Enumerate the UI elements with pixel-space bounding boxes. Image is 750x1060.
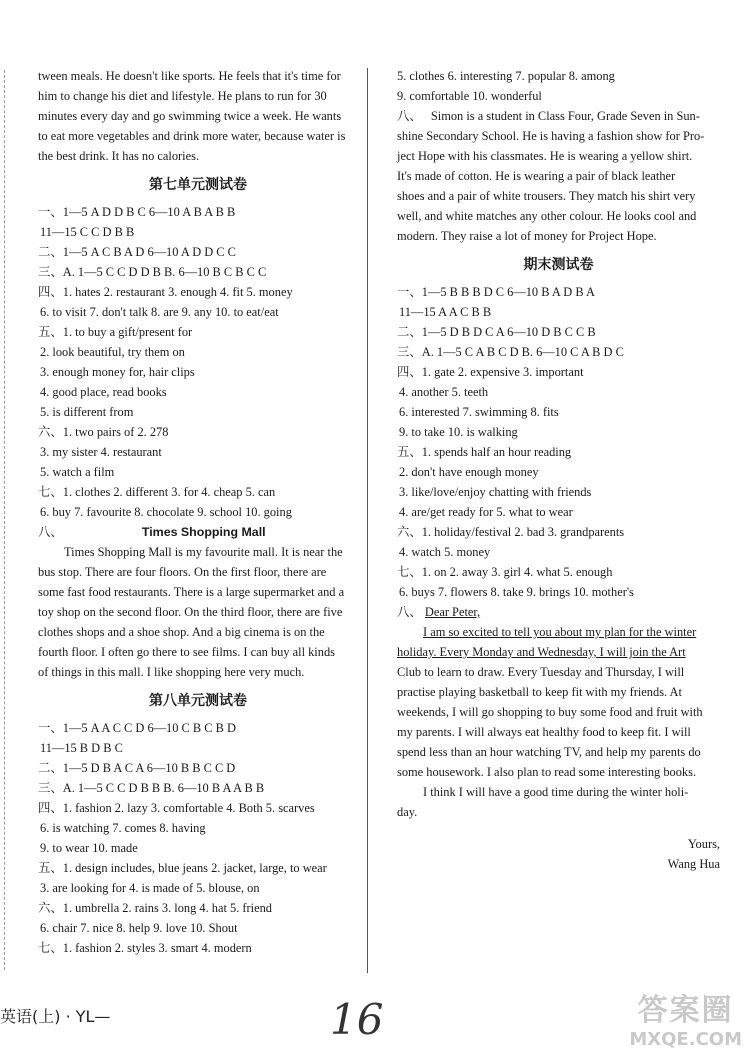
answer-line: 五、1. design includes, blue jeans 2. jacket, large, to wear (38, 861, 327, 875)
letter-line: weekends, I will go shopping to buy some food and fruit with (397, 705, 703, 719)
unit8-answers (38, 718, 358, 958)
answer-line: 6. buys 7. flowers 8. take 9. brings 10. mother's (399, 585, 634, 599)
answer-line: 一、1—5 A A C C D 6—10 C B C B D (38, 721, 236, 735)
answer-line: 4. good place, read books (40, 385, 167, 399)
answer-line: 5. watch a film (40, 465, 115, 479)
answer-line: 五、1. spends half an hour reading (397, 445, 572, 459)
answer-line: 三、A. 1—5 C C D B B B. 6—10 B A A B B (38, 781, 265, 795)
answer-line: 9. to take 10. is walking (399, 425, 518, 439)
letter-greeting-line (397, 602, 720, 622)
watermark-url: MXQE.COM (629, 1029, 742, 1050)
passage-line: modern. They raise a lot of money for Project Hope. (397, 229, 657, 243)
answer-line: 四、1. fashion 2. lazy 3. comfortable 4. Both 5. scarves (38, 801, 315, 815)
page-number: 16 (330, 995, 384, 1044)
unit7-title: 第七单元测试卷 (149, 177, 247, 193)
passage-line: ject Hope with his classmates. He is wearing a yellow shirt. (397, 149, 693, 163)
letter-line: I am so excited to tell you about my plan for the winter (423, 625, 697, 639)
answer-line: 六、1. two pairs of 2. 278 (38, 425, 169, 439)
answer-line: 2. don't have enough money (399, 465, 539, 479)
binding-edge-line (4, 70, 6, 970)
answer-line: 四、1. hates 2. restaurant 3. enough 4. fit 5. money (38, 285, 293, 299)
answer-line: 4. watch 5. money (399, 545, 491, 559)
answer-line: 6. buy 7. favourite 8. chocolate 9. school 10. going (40, 505, 292, 519)
answer-line: 五、1. to buy a gift/present for (38, 325, 193, 339)
intro-paragraph (38, 66, 358, 166)
final-exam-title: 期末测试卷 (523, 257, 594, 273)
essay-label: 八、 (38, 525, 63, 539)
unit7-answers (38, 202, 358, 522)
book-footer-label: 英语(上) · YL— (0, 1007, 111, 1026)
letter-line: some housework. I also plan to read some interesting books. (397, 765, 697, 779)
answer-line: 三、A. 1—5 C A B C D B. 6—10 C A B D C (397, 345, 624, 359)
answer-line: 11—15 A A C B B (399, 305, 492, 319)
essay-line: clothes shops and a shoe shop. And a big cinema is on the (38, 625, 325, 639)
letter-line: my parents. I will always eat healthy food to keep fit. I will (397, 725, 691, 739)
text-line: him to change his diet and lifestyle. He plans to run for 30 (38, 89, 327, 103)
text-line: the best drink. It has no calories. (38, 149, 200, 163)
column-divider (367, 68, 368, 973)
answer-line: 七、1. fashion 2. styles 3. smart 4. modern (38, 941, 252, 955)
passage-label: 八、 (397, 109, 422, 123)
answer-line: 11—15 B D B C (40, 741, 123, 755)
answer-line: 二、1—5 D B A C A 6—10 B B C C D (38, 761, 236, 775)
passage-line: shoes and a pair of white trousers. They match his shirt very (397, 189, 696, 203)
answer-line: 二、1—5 D B D C A 6—10 D B C C B (397, 325, 596, 339)
letter-line-start: holiday. Every Monday and Wednesday, I will join the Art (397, 645, 686, 659)
final-answers (397, 282, 720, 602)
answer-line: 6. to visit 7. don't talk 8. are 9. any 10. to eat/eat (40, 305, 279, 319)
answer-line: 3. enough money for, hair clips (40, 365, 195, 379)
letter-line: I think I will have a good time during the winter holi- (423, 785, 689, 799)
letter-closing: Yours, (687, 837, 720, 851)
unit8-title: 第八单元测试卷 (149, 693, 247, 709)
passage-line: well, and white matches any other colour. He looks cool and (397, 209, 697, 223)
answer-line: 9. comfortable 10. wonderful (397, 89, 542, 103)
answer-line: 六、1. holiday/festival 2. bad 3. grandparents (397, 525, 625, 539)
text-line: to eat more vegetables and drink more water, because water is (38, 129, 346, 143)
text-line: minutes every day and go swimming twice a week. He wants (38, 109, 342, 123)
essay-body (38, 542, 358, 682)
answer-line: 七、1. on 2. away 3. girl 4. what 5. enough (397, 565, 613, 579)
answer-line: 3. my sister 4. restaurant (40, 445, 162, 459)
answer-line: 4. another 5. teeth (399, 385, 489, 399)
essay-line: of things in this mall. I like shopping here very much. (38, 665, 305, 679)
letter-label: 八、 (397, 605, 422, 619)
text-line: tween meals. He doesn't like sports. He feels that it's time for (38, 69, 341, 83)
essay-line: bus stop. There are four floors. On the first floor, there are (38, 565, 327, 579)
letter-line (397, 642, 720, 662)
answer-line: 二、1—5 A C B A D 6—10 A D D C C (38, 245, 236, 259)
watermark-title: 答案圈 (637, 993, 734, 1028)
essay-line: fourth floor. I often go there to see films. I can buy all kinds (38, 645, 335, 659)
answer-line: 四、1. gate 2. expensive 3. important (397, 365, 584, 379)
letter-line: practise playing basketball to keep fit with my friends. At (397, 685, 682, 699)
fashion-passage (397, 106, 720, 246)
essay-title: Times Shopping Mall (141, 525, 266, 539)
answer-line: 6. is watching 7. comes 8. having (40, 821, 206, 835)
left-column (8, 66, 358, 958)
right-column (375, 66, 720, 874)
answer-line: 5. clothes 6. interesting 7. popular 8. among (397, 69, 615, 83)
essay-line: Times Shopping Mall is my favourite mall. It is near the (64, 545, 343, 559)
answer-line: 3. like/love/enjoy chatting with friends (399, 485, 592, 499)
answer-line: 2. look beautiful, try them on (40, 345, 185, 359)
answer-line: 一、1—5 B B B D C 6—10 B A D B A (397, 285, 595, 299)
site-watermark (629, 985, 742, 1050)
answer-line: 3. are looking for 4. is made of 5. blouse, on (40, 881, 260, 895)
answer-line: 9. to wear 10. made (40, 841, 138, 855)
passage-first-line: Simon is a student in Class Four, Grade Seven in Sun- (430, 109, 700, 123)
passage-line: It's made of cotton. He is wearing a pair of black leather (397, 169, 676, 183)
letter-signature: Wang Hua (667, 857, 720, 871)
letter-greeting: Dear Peter, (424, 605, 481, 619)
passage-line: shine Secondary School. He is having a fashion show for Pro- (397, 129, 705, 143)
answer-line: 11—15 C C D B B (40, 225, 135, 239)
answer-line: 6. chair 7. nice 8. help 9. love 10. Shout (40, 921, 238, 935)
passage-line (397, 106, 720, 126)
letter-line: day. (397, 805, 418, 819)
answer-line: 一、1—5 A D D B C 6—10 A B A B B (38, 205, 236, 219)
answer-line: 6. interested 7. swimming 8. fits (399, 405, 559, 419)
answer-line: 六、1. umbrella 2. rains 3. long 4. hat 5. friend (38, 901, 273, 915)
letter-line: spend less than an hour watching TV, and help my parents do (397, 745, 701, 759)
answer-line: 七、1. clothes 2. different 3. for 4. cheap 5. can (38, 485, 276, 499)
answer-line: 三、A. 1—5 C C D D B B. 6—10 B C B C C (38, 265, 267, 279)
answer-line: 4. are/get ready for 5. what to wear (399, 505, 573, 519)
essay-line: toy shop on the second floor. On the third floor, there are five (38, 605, 343, 619)
essay-heading (38, 522, 358, 542)
essay-line: some fast food restaurants. There is a large supermarket and a (38, 585, 345, 599)
letter-body (397, 622, 720, 822)
answer-line: 5. is different from (40, 405, 134, 419)
letter-line: Club to learn to draw. Every Tuesday and Thursday, I will (397, 665, 685, 679)
